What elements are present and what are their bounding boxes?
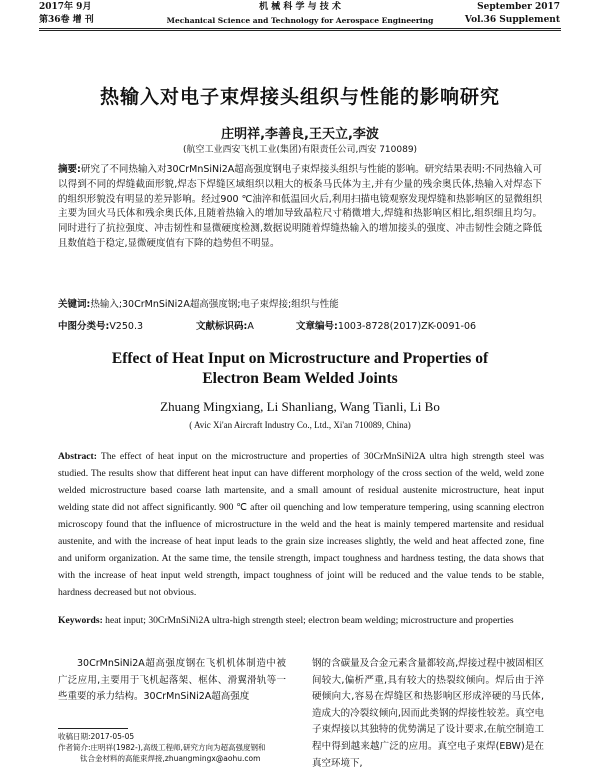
header-year-issue: 2017年 9月 [39, 2, 92, 12]
header-journal-cn: 机 械 科 学 与 技 术 [259, 2, 341, 12]
keywords-cn-text: 热输入;30CrMnSiNi2A超高强度钢;电子束焊接;组织与性能 [90, 299, 339, 310]
keywords-cn-label: 关键词: [58, 299, 91, 310]
keywords-en-label: Keywords: [58, 615, 103, 626]
title-en-line-1: Effect of Heat Input on Microstructure and Properties of [111, 350, 489, 367]
abstract-cn-label: 摘要: [58, 164, 81, 175]
abstract-en-text: The effect of heat input on the microstructure and properties of 30CrMnSiNi2A ultra high strength steel was studied. The results show that different heat input can have different morphology of the cross section of the weld, weld zone welded microstructure based coarse lath martensite, and a small amount of residual austenite microstructure, heat input welding state did not affect significantly. 900 ℃ after oil quenching and low temperature tempering, using scanning electron microscopy found that the influence of microstructure in the weld and the heat is mainly tempered martensite and residual austenite, and with the increase of heat input leads to the grain size increases slightly, the weld and heat affected zone, fine and uniform organization. At the same time, the tensile strength, impact toughness and hardness testing, the data shows that with the increase of heat input weld strength, impact toughness of joint will be reduced and the value tends to be stable, hardness decreased but not obvious. [58, 451, 545, 598]
body-right-column: 钢的含碳量及合金元素含量都较高,焊接过程中被固相区间较大,偏析严重,具有较大的热裂纹倾向。焊后由于淬硬倾向大,容易在焊缝区和热影响区形成淬硬的马氏体,造成大的冷裂纹倾向,因而此类钢的焊接性较差。真空电子束焊接以其独特的优势满足了设计要求,在航空制造工程中得到越来越广泛的应用。真空电子束焊(EBW)是在真空环境下, [312, 658, 544, 769]
affiliation-en: ( Avic Xi'an Aircraft Industry Co., Ltd., Xi'an 710089, China) [189, 420, 411, 430]
title-cn: 热输入对电子束焊接头组织与性能的影响研究 [99, 86, 500, 108]
abstract-cn-text: 研究了不同热输入对30CrMnSiNi2A超高强度钢电子束焊接头组织与性能的影响。研究结果表明:不同热输入可以得到不同的焊缝截面形貌,焊态下焊缝区域组织以粗大的板条马氏体为主,并有少量的残余奥氏体,热输入对焊态下的组织形貌没有明显的差异影响。经过900 ℃油淬和低温回火后,利用扫描电镜观察发现焊缝和热影响区的显微组织主要为回火马氏体和残余奥氏体,且随着热输入的增加导致晶粒尺寸稍微增大,焊缝和热影响区相比,组织细且均匀。同时进行了抗拉强度、冲击韧性和显微硬度检测,数据说明随着焊缝热输入的增加接头的强度、冲击韧性会随之降低且数值趋于稳定,显微硬度值有下降的趋势但不明显。 [58, 164, 542, 249]
clc-number [58, 318, 143, 332]
keywords-en-text: heat input; 30CrMnSiNi2A ultra-high strength steel; electron beam welding; microstructure and properties [105, 615, 514, 626]
keywords-en [58, 612, 544, 629]
title-en-line-2: Electron Beam Welded Joints [202, 370, 398, 387]
abstract-cn [58, 163, 542, 252]
abstract-en-label: Abstract: [58, 451, 97, 462]
header-journal-en: Mechanical Science and Technology for Aerospace Engineering [166, 16, 434, 25]
clc-label: 中图分类号: [58, 321, 110, 332]
abstract-en [58, 448, 544, 601]
footnote-author: 作者简介:庄明祥(1982-),高级工程师,研究方向为超高强度钢和 [58, 743, 266, 752]
footnote-received: 收稿日期:2017-05-05 [58, 732, 135, 741]
footnote-rule [58, 728, 128, 729]
authors-cn: 庄明祥,李善良,王天立,李波 [221, 127, 379, 142]
header-rule [39, 28, 561, 29]
header-vol-supp: Vol.36 Supplement [464, 15, 560, 25]
body-left-column: 30CrMnSiNi2A超高强度钢在飞机机体制造中被广泛应用,主要用于飞机起落架、框体、滑翼滑轨等一些重要的承力结构。30CrMnSiNi2A超高强度 [58, 658, 286, 703]
affiliation-cn: (航空工业西安飞机工业(集团)有限责任公司,西安 710089) [182, 145, 418, 155]
title-en [0, 349, 600, 389]
article-no-label: 文章编号: [296, 321, 338, 332]
keywords-cn [58, 298, 542, 313]
header-rule-thin [39, 30, 561, 31]
authors-en: Zhuang Mingxiang, Li Shanliang, Wang Tianli, Li Bo [160, 399, 440, 414]
document-code [196, 318, 254, 332]
header-month-year: September 2017 [477, 2, 560, 12]
footnote-research: 钛合金材料的高能束焊接,zhuangmingx@aohu.com [80, 754, 261, 763]
clc-value: V250.3 [109, 321, 144, 332]
header-volume: 第36卷 增 刊 [39, 15, 94, 25]
article-number [296, 318, 476, 332]
doc-code-label: 文献标识码: [196, 321, 248, 332]
article-no-value: 1003-8728(2017)ZK-0091-06 [337, 321, 477, 332]
doc-code-value: A [247, 321, 254, 332]
